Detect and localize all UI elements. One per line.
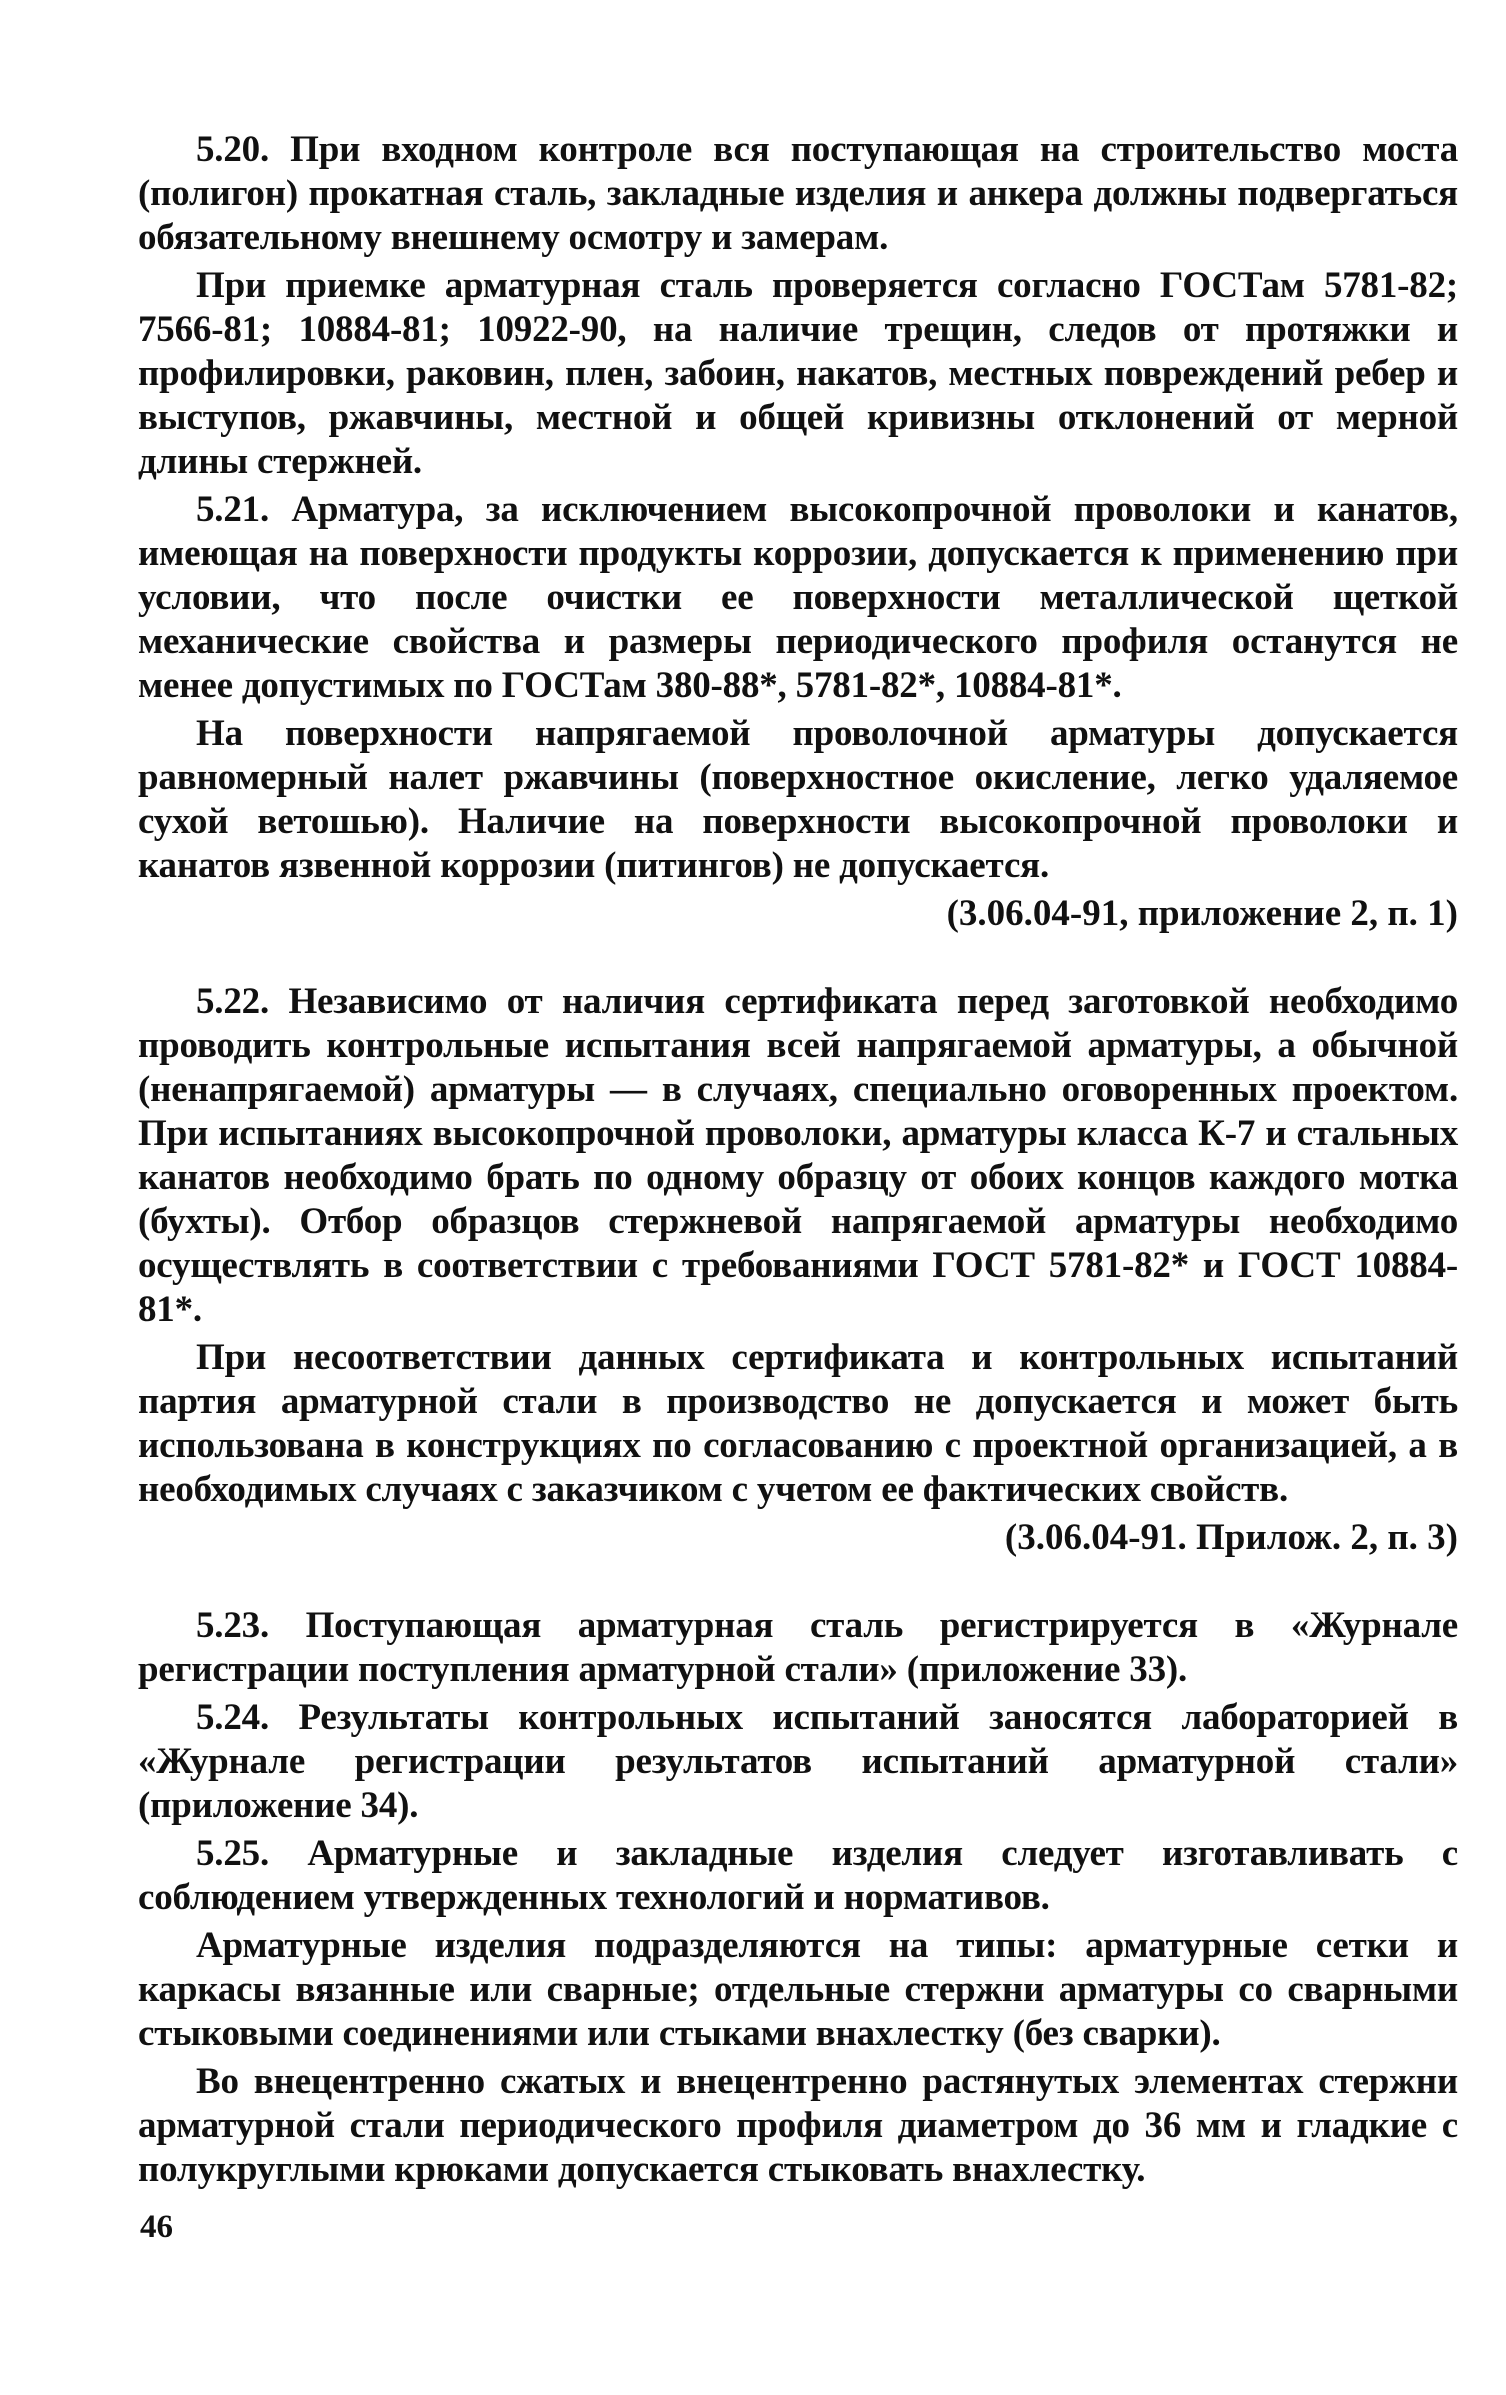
section-gap	[138, 1560, 1458, 1604]
paragraph-5-21-rust: На поверхности напрягаемой проволочной арматуры допускается равномерный налет ржавчины (поверхностное окисление, легко удаляемое сухой ветошью). Наличие на поверхности высокопрочной проволоки и канатов язвенной коррозии (питингов) не допускается.	[138, 713, 1458, 886]
paragraph-5-22-certificate: При несоответствии данных сертификата и контрольных испытаний партия арматурной стали в производство не допускается и может быть использована в конструкциях по согласованию с проектной организацией, а в необходимых случаях с заказчиком с учетом ее фактических свойств.	[138, 1337, 1458, 1510]
paragraph-5-22: 5.22. Независимо от наличия сертификата перед заготовкой необходимо проводить контрольные испытания всей напрягаемой арматуры, а обычной (ненапрягаемой) арматуры — в случаях, специально оговоренных проектом. При испытаниях высокопрочной проволоки, арматуры класса К-7 и стальных канатов необходимо брать по одному образцу от обоих концов каждого мотка (бухты). Отбор образцов стержневой напрягаемой арматуры необходимо осуществлять в соответствии с требованиями ГОСТ 5781-82* и ГОСТ 10884-81*.	[138, 981, 1458, 1330]
paragraph-5-25-types: Арматурные изделия подразделяются на типы: арматурные сетки и каркасы вязанные или сварные; отдельные стержни арматуры со сварными стыковыми соединениями или стыками внахлестку (без сварки).	[138, 1925, 1458, 2054]
section-gap	[138, 936, 1458, 980]
paragraph-5-25-splicing: Во внецентренно сжатых и внецентренно растянутых элементах стержни арматурной стали периодического профиля диаметром до 36 мм и гладкие с полукруглыми крюками допускается стыковать внахлестку.	[138, 2061, 1458, 2190]
paragraph-5-21: 5.21. Арматура, за исключением высокопрочной проволоки и канатов, имеющая на поверхности продукты коррозии, допускается к применению при условии, что после очистки ее поверхности металлической щеткой механические свойства и размеры периодического профиля останутся не менее допустимых по ГОСТам 380-88*, 5781-82*, 10884-81*.	[138, 489, 1458, 706]
paragraph-5-20: 5.20. При входном контроле вся поступающая на строительство моста (полигон) прокатная сталь, закладные изделия и анкера должны подвергаться обязательному внешнему осмотру и замерам.	[138, 129, 1458, 258]
paragraph-5-23: 5.23. Поступающая арматурная сталь регистрируется в «Журнале регистрации поступления арматурной стали» (приложение 33).	[138, 1605, 1458, 1690]
paragraph-5-20-acceptance: При приемке арматурная сталь проверяется согласно ГОСТам 5781-82; 7566-81; 10884-81; 10922-90, на наличие трещин, следов от протяжки и профилировки, раковин, плен, забоин, накатов, местных повреждений ребер и выступов, ржавчины, местной и общей кривизны отклонений от мерной длины стержней.	[138, 265, 1458, 482]
text-column	[138, 128, 1458, 2192]
reference-5-22: (3.06.04-91. Прилож. 2, п. 3)	[1004, 1517, 1458, 1558]
paragraph-5-25: 5.25. Арматурные и закладные изделия следует изготавливать с соблюдением утвержденных технологий и нормативов.	[138, 1833, 1458, 1918]
paragraph-5-24: 5.24. Результаты контрольных испытаний заносятся лабораторией в «Журнале регистрации результатов испытаний арматурной стали» (приложение 34).	[138, 1697, 1458, 1826]
page-number: 46	[140, 2209, 173, 2245]
reference-5-21: (3.06.04-91, приложение 2, п. 1)	[946, 893, 1458, 934]
